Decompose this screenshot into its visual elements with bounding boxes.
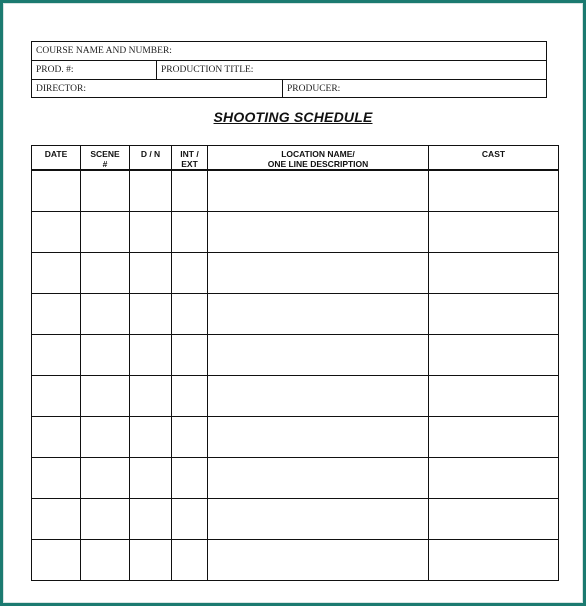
production-info-box [31,41,547,98]
header-line: EXT [181,159,198,169]
cast-cell[interactable] [429,253,559,294]
int-ext-cell[interactable] [172,212,208,253]
location-cell[interactable] [208,294,429,335]
table-row [32,253,559,294]
location-cell[interactable] [208,335,429,376]
day-night-cell[interactable] [130,335,172,376]
course-name-field[interactable]: COURSE NAME AND NUMBER: [36,46,172,56]
table-header-row [32,146,559,171]
date-cell[interactable] [32,335,81,376]
int-ext-cell[interactable] [172,253,208,294]
date-cell[interactable] [32,499,81,540]
date-cell[interactable] [32,212,81,253]
day-night-cell[interactable] [130,170,172,212]
header-line: CAST [481,149,506,159]
column-header-location [208,146,429,171]
cast-cell[interactable] [429,499,559,540]
int-ext-cell[interactable] [172,376,208,417]
prod-number-field[interactable]: PROD. #: [32,61,157,79]
cast-cell[interactable] [429,417,559,458]
production-title-field[interactable]: PRODUCTION TITLE: [161,65,254,75]
day-night-cell[interactable] [130,212,172,253]
producer-field[interactable]: PRODUCER: [287,84,341,94]
scene-cell[interactable] [81,499,130,540]
location-cell[interactable] [208,212,429,253]
day-night-cell[interactable] [130,417,172,458]
location-cell[interactable] [208,540,429,581]
day-night-cell[interactable] [130,253,172,294]
scene-cell[interactable] [81,540,130,581]
date-cell[interactable] [32,170,81,212]
header-line: # [102,159,108,169]
int-ext-cell[interactable] [172,170,208,212]
table-row [32,499,559,540]
int-ext-cell[interactable] [172,458,208,499]
date-cell[interactable] [32,376,81,417]
day-night-cell[interactable] [130,294,172,335]
info-row-course [32,42,546,61]
scene-cell[interactable] [81,376,130,417]
document-title: SHOOTING SCHEDULE [213,109,373,125]
date-cell[interactable] [32,458,81,499]
shooting-schedule-table [31,145,559,581]
table-row [32,540,559,581]
table-row [32,335,559,376]
cast-cell[interactable] [429,170,559,212]
day-night-cell[interactable] [130,499,172,540]
int-ext-cell[interactable] [172,417,208,458]
date-cell[interactable] [32,417,81,458]
scene-cell[interactable] [81,458,130,499]
info-row-production [32,61,546,80]
location-cell[interactable] [208,253,429,294]
scene-cell[interactable] [81,212,130,253]
date-cell[interactable] [32,540,81,581]
cast-cell[interactable] [429,458,559,499]
cast-cell[interactable] [429,294,559,335]
column-header-scene [81,146,130,171]
day-night-cell[interactable] [130,540,172,581]
column-header-int-ext [172,146,208,171]
location-cell[interactable] [208,417,429,458]
cast-cell[interactable] [429,335,559,376]
int-ext-cell[interactable] [172,335,208,376]
cast-cell[interactable] [429,540,559,581]
day-night-cell[interactable] [130,458,172,499]
info-row-crew [32,80,546,98]
date-cell[interactable] [32,294,81,335]
int-ext-cell[interactable] [172,499,208,540]
location-cell[interactable] [208,376,429,417]
cast-cell[interactable] [429,376,559,417]
scene-cell[interactable] [81,294,130,335]
table-row [32,170,559,212]
scene-cell[interactable] [81,417,130,458]
table-row [32,458,559,499]
location-cell[interactable] [208,458,429,499]
int-ext-cell[interactable] [172,294,208,335]
table-row [32,212,559,253]
table-row [32,417,559,458]
director-field[interactable]: DIRECTOR: [32,80,283,98]
day-night-cell[interactable] [130,376,172,417]
column-header-cast [429,146,559,171]
scene-cell[interactable] [81,253,130,294]
table-row [32,294,559,335]
header-line: LOCATION NAME/ [281,149,355,159]
header-line: ONE LINE DESCRIPTION [267,159,369,169]
column-header-date [32,146,81,171]
header-line: INT / [180,149,199,159]
table-row [32,376,559,417]
location-cell[interactable] [208,499,429,540]
int-ext-cell[interactable] [172,540,208,581]
header-line: D / N [140,149,161,159]
column-header-day-night [130,146,172,171]
scene-cell[interactable] [81,170,130,212]
header-line: DATE [44,149,68,159]
header-line: SCENE [90,149,120,159]
cast-cell[interactable] [429,212,559,253]
scene-cell[interactable] [81,335,130,376]
date-cell[interactable] [32,253,81,294]
location-cell[interactable] [208,170,429,212]
